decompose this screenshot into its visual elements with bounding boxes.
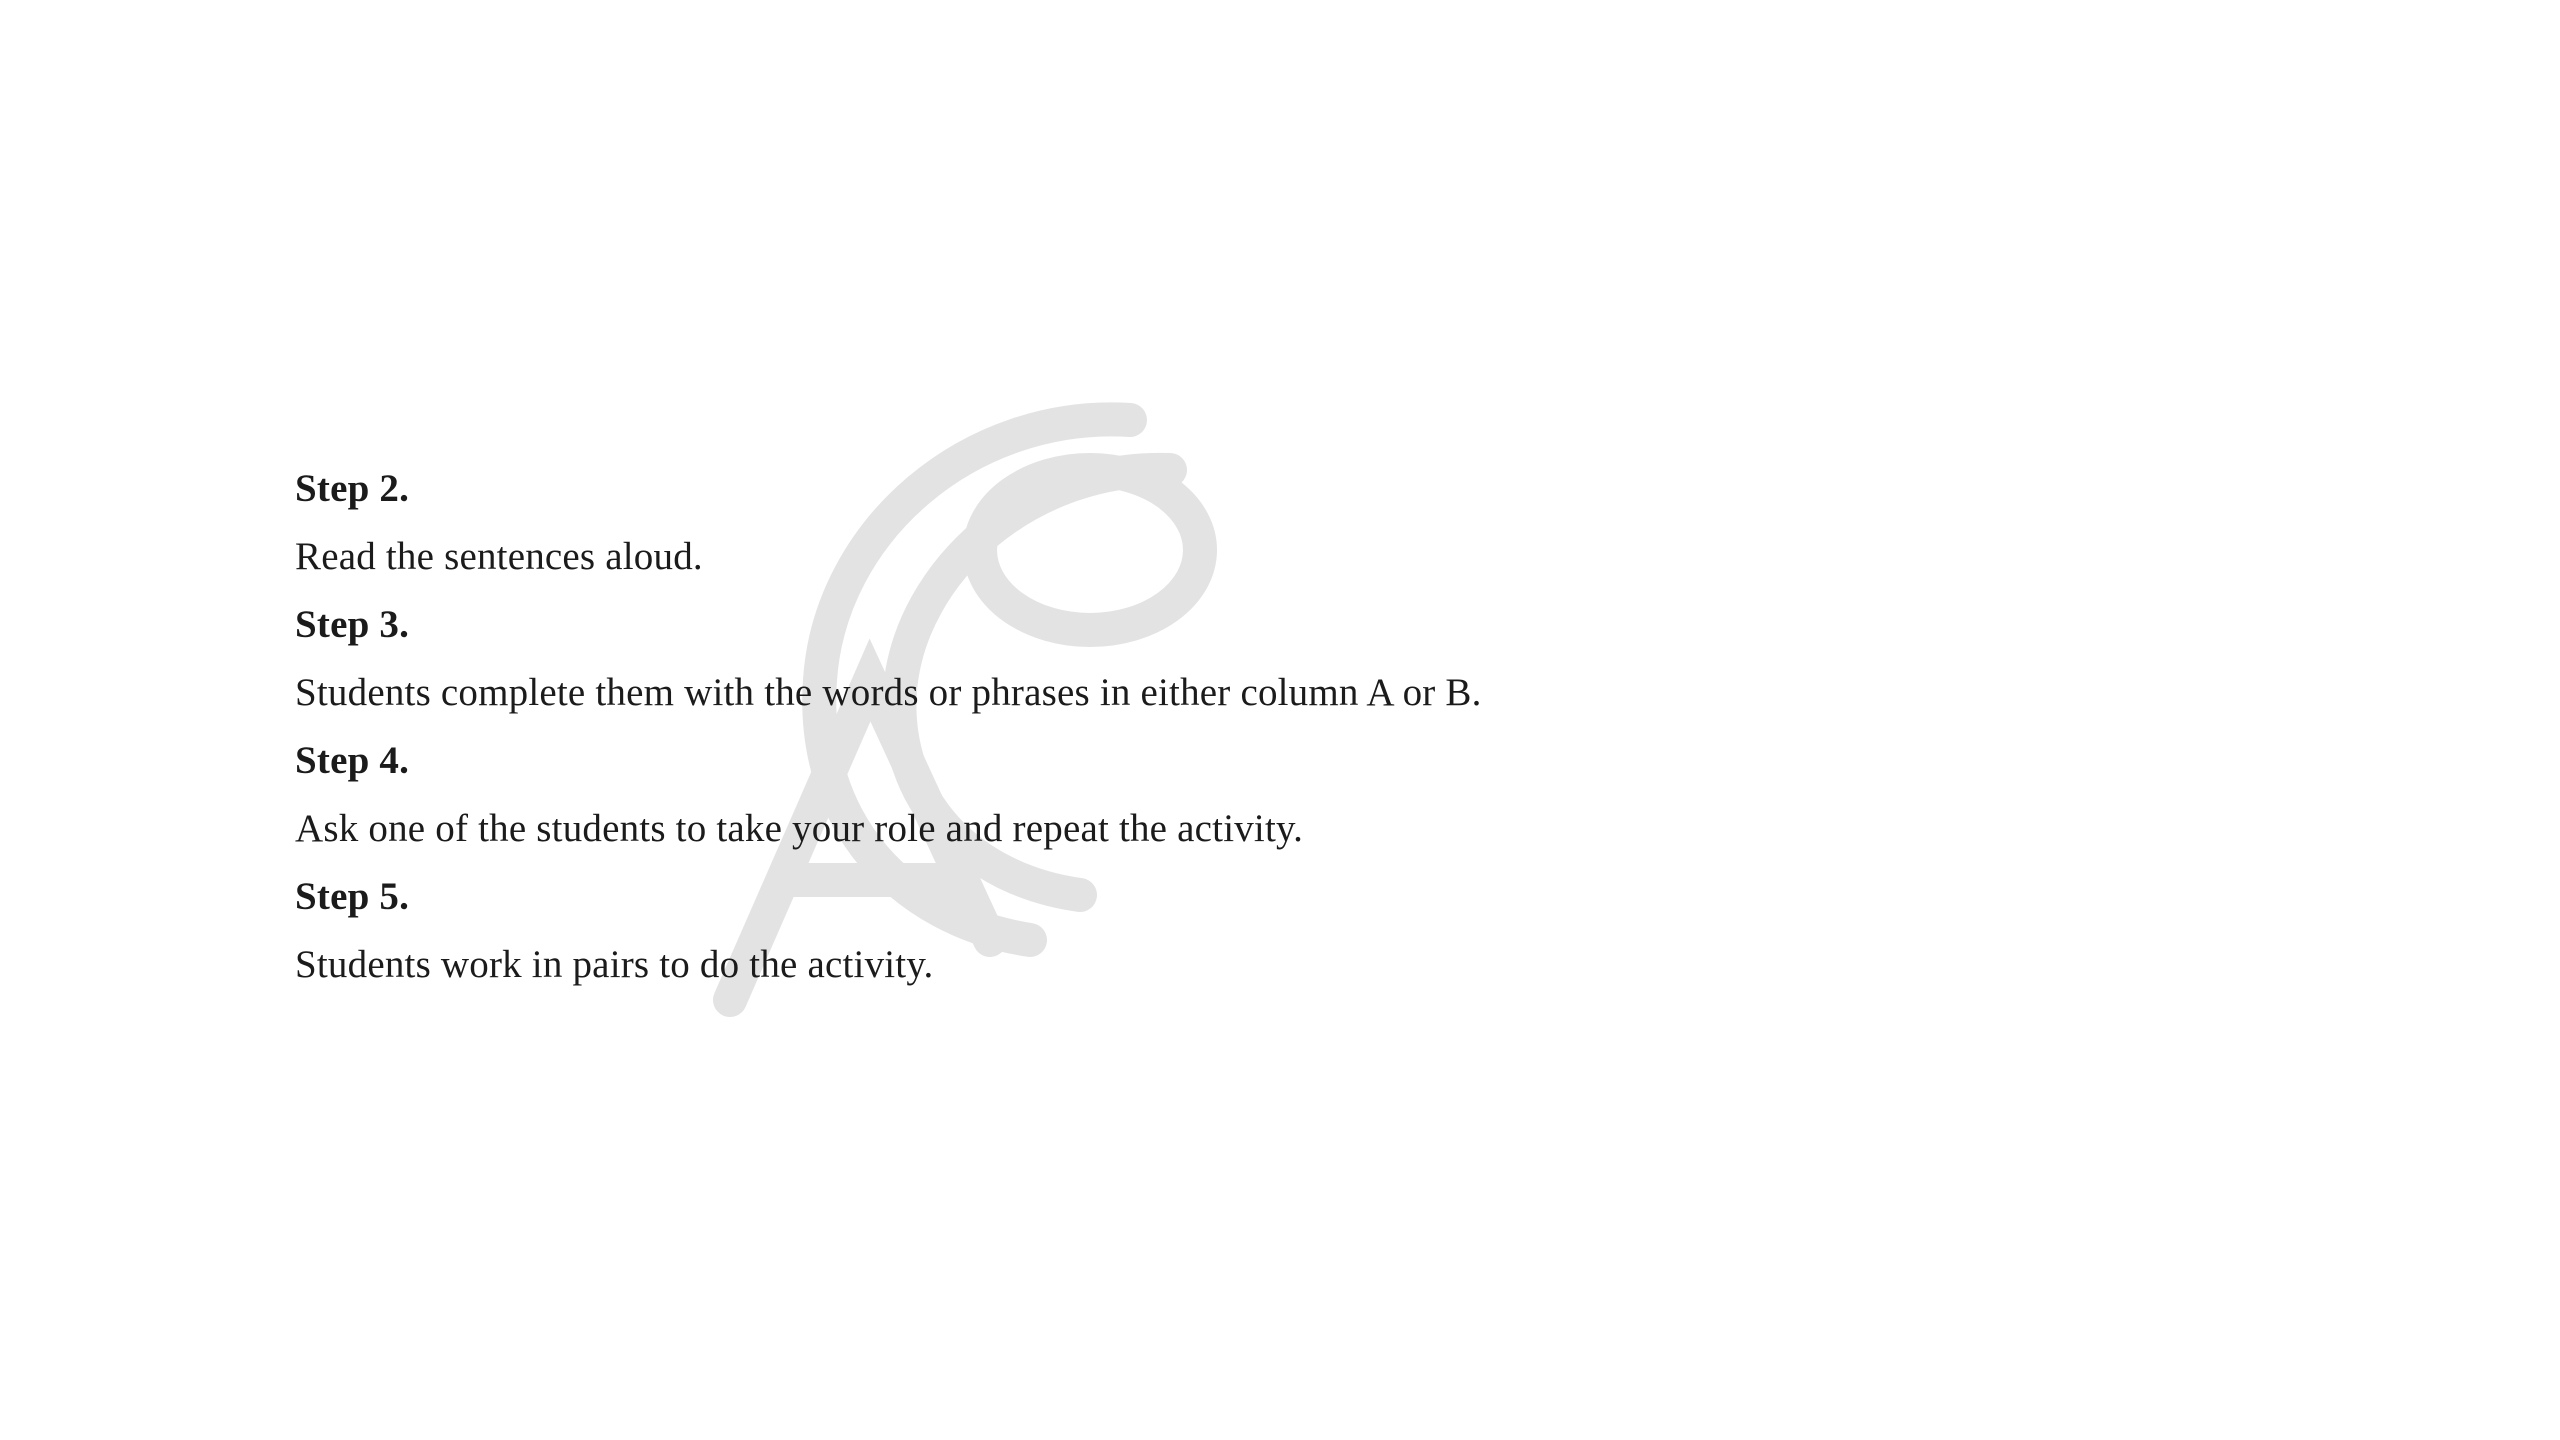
list-item (295, 591, 2295, 727)
step-body: Read the sentences aloud. (295, 535, 703, 578)
step-body: Ask one of the students to take your role and repeat the activity. (295, 807, 1304, 850)
list-item (295, 863, 2295, 999)
step-body: Students complete them with the words or phrases in either column A or B. (295, 671, 1482, 714)
step-heading: Step 3. (295, 603, 410, 646)
step-body: Students work in pairs to do the activity. (295, 943, 934, 986)
list-item (295, 455, 2295, 591)
step-heading: Step 2. (295, 467, 410, 510)
step-heading: Step 5. (295, 875, 410, 918)
step-heading: Step 4. (295, 739, 410, 782)
steps-list (295, 455, 2295, 999)
list-item (295, 727, 2295, 863)
